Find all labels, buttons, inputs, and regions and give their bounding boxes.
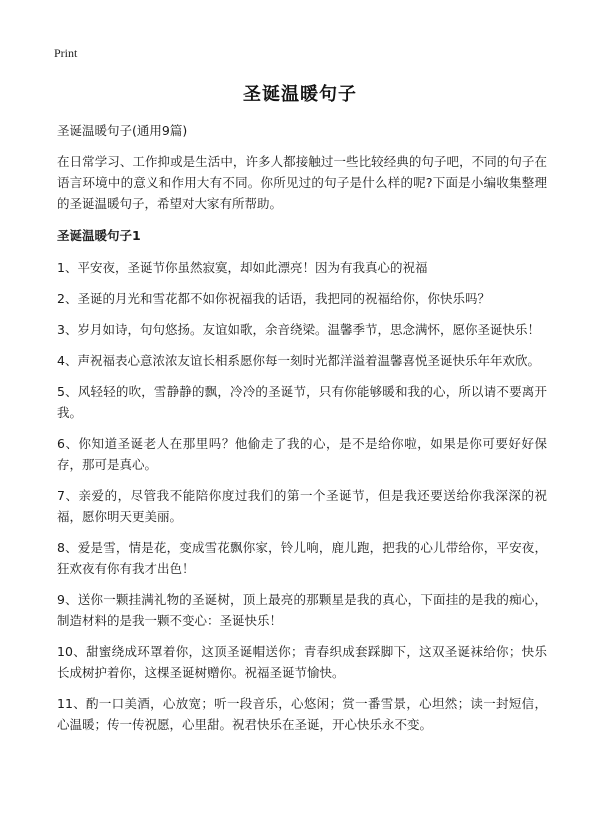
intro-paragraph: 在日常学习、工作抑或是生活中，许多人都接触过一些比较经典的句子吧，不同的句子在语言环境中的意义和作用大有不同。你所见过的句子是什么样的呢?下面是小编收集整理的圣诞温暖句子，希望对大家有所帮助。 — [57, 154, 547, 211]
list-item: 8、爱是雪，情是花，变成雪花飘你家，铃儿响，鹿儿跑，把我的心儿带给你，平安夜，狂欢夜有你有我才出色！ — [57, 540, 547, 576]
list-item: 10、甜蜜绕成环罩着你，这顶圣诞帽送你；青春织成套踩脚下，这双圣诞袜给你；快乐长成树护着你，这棵圣诞树赠你。祝福圣诞节愉快。 — [57, 644, 547, 680]
list-item: 7、亲爱的，尽管我不能陪你度过我们的第一个圣诞节，但是我还要送给你我深深的祝福，愿你明天更美丽。 — [57, 488, 547, 524]
document-body — [57, 120, 547, 745]
document-subtitle: 圣诞温暖句子(通用9篇) — [57, 123, 188, 138]
list-item: 3、岁月如诗，句句悠扬。友谊如歌，余音绕梁。温馨季节，思念满怀，愿你圣诞快乐！ — [57, 322, 540, 337]
list-item: 9、送你一颗挂满礼物的圣诞树，顶上最亮的那颗星是我的真心，下面挂的是我的痴心，制造材料的是我一颗不变心：圣诞快乐！ — [57, 592, 547, 628]
section-heading: 圣诞温暖句子1 — [57, 228, 141, 243]
list-item: 1、平安夜，圣诞节你虽然寂寞，却如此漂亮！因为有我真心的祝福 — [57, 260, 428, 275]
list-item: 5、风轻轻的吹，雪静静的飘，冷冷的圣诞节，只有你能够暖和我的心，所以请不要离开我。 — [57, 384, 547, 420]
list-item: 6、你知道圣诞老人在那里吗？他偷走了我的心，是不是给你啦，如果是你可要好好保存，那可是真心。 — [57, 436, 547, 472]
page-title: 圣诞温暖句子 — [243, 84, 357, 105]
list-item: 4、声祝福表心意浓浓友谊长相系愿你每一刻时光都洋溢着温馨喜悦圣诞快乐年年欢欣。 — [57, 353, 540, 368]
list-item: 2、圣诞的月光和雪花都不如你祝福我的话语，我把同的祝福给你，你快乐吗？ — [57, 291, 490, 306]
list-item: 11、酌一口美酒，心放宽；听一段音乐，心悠闲；赏一番雪景，心坦然；读一封短信，心温暖；传一传祝愿，心里甜。祝君快乐在圣诞，开心快乐永不变。 — [57, 696, 547, 732]
print-link[interactable]: Print — [54, 46, 78, 60]
